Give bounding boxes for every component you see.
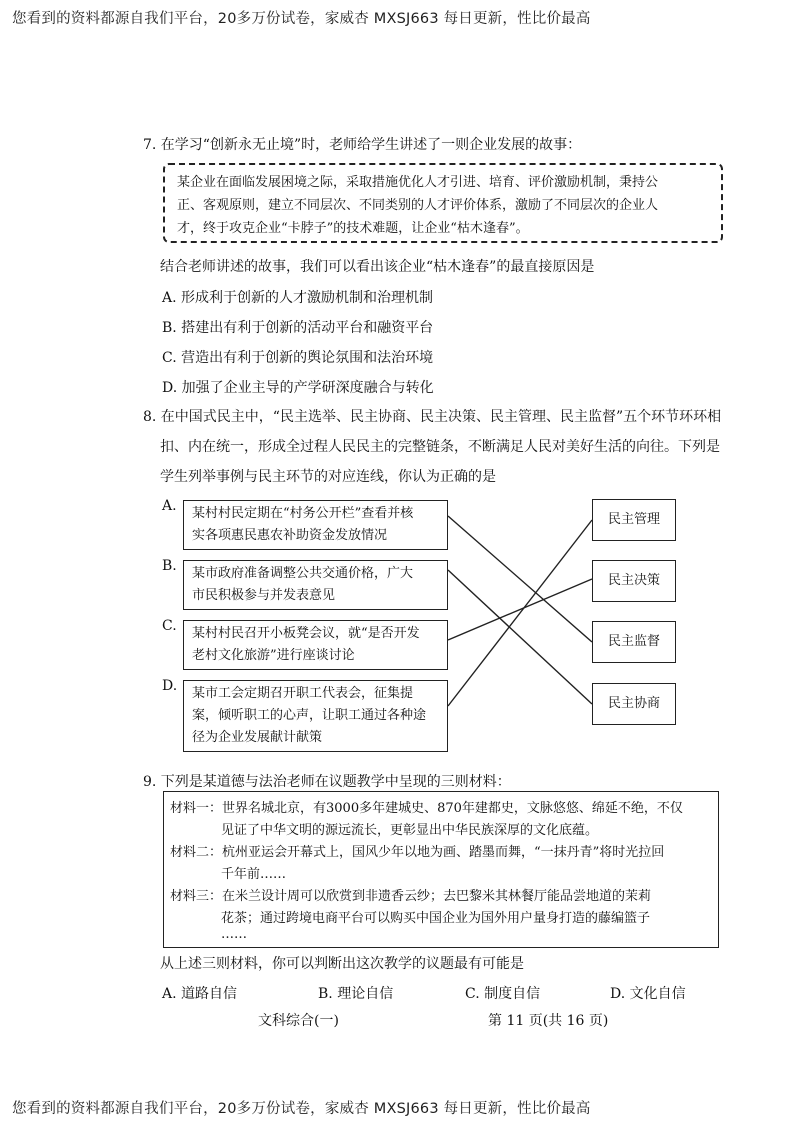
q7-option-a[interactable]: A. 形成利于创新的人才激励机制和治理机制 [162,290,434,306]
q8-case-c-line: 某村村民召开小板凳会议，就“是否开发 [192,626,420,641]
q9-stem: 9. 下列是某道德与法治老师在议题教学中呈现的三则材料： [143,774,511,790]
q8-link-management[interactable]: 民主管理 [592,499,676,541]
q7-option-b[interactable]: B. 搭建出有利于创新的活动平台和融资平台 [162,320,434,336]
q8-line-c [448,579,592,640]
q8-line-a [448,516,592,642]
q8-link-consultation[interactable]: 民主协商 [592,683,676,725]
q7-story-line: 某企业在面临发展困境之际，采取措施优化人才引进、培育、评价激励机制，秉持公 [177,175,659,190]
q7-stem: 7. 在学习“创新永无止境”时，老师给学生讲述了一则企业发展的故事： [143,137,582,153]
q9-material-2: 材料二：杭州亚运会开幕式上，国风少年以地为画、踏墨而舞，“一抹丹青”将时光拉回 [170,845,665,860]
q9-material-1: 材料一：世界名城北京，有3000多年建城史、870年建都史，文脉悠悠、绵延不绝，不仅 [170,801,683,816]
q9-question: 从上述三则材料，你可以判断出这次教学的议题最有可能是 [160,956,524,972]
q8-label-a[interactable]: A. [162,498,177,514]
top-banner: 您看到的资料都源自我们平台，20多万份试卷，家威杏 MXSJ663 每日更新，性比价最高 [12,11,591,27]
bottom-banner: 您看到的资料都源自我们平台，20多万份试卷，家威杏 MXSJ663 每日更新，性比价最高 [12,1101,591,1117]
q8-label-c[interactable]: C. [162,618,177,634]
q9-material-2: 千年前…… [221,867,287,882]
q8-line-d [448,520,592,706]
footer-subject: 文科综合(一) [258,1013,339,1029]
q8-label-d[interactable]: D. [162,678,178,694]
q9-material-3: 材料三：在米兰设计周可以欣赏到非遗香云纱；去巴黎米其林餐厅能品尝地道的茉莉 [170,889,652,904]
q8-case-c-line: 老村文化旅游”进行座谈讨论 [192,648,355,663]
q8-link-supervision[interactable]: 民主监督 [592,621,676,663]
q9-material-3: 花茶；通过跨境电商平台可以购买中国企业为国外用户量身打造的藤编篮子 [221,911,651,926]
q9-option-a[interactable]: A. 道路自信 [162,986,238,1002]
q8-label-b[interactable]: B. [162,558,177,574]
q8-stem-line: 学生列举事例与民主环节的对应连线，你认为正确的是 [160,469,496,485]
q8-case-a-line: 某村村民定期在“村务公开栏”查看并核 [192,506,414,521]
q8-case-d-line: 案，倾听职工的心声，让职工通过各种途 [192,708,427,723]
q9-material-3: …… [221,927,247,942]
footer-page-number: 第 11 页(共 16 页) [488,1013,609,1029]
q8-case-d-line: 径为企业发展献计献策 [192,730,323,745]
q9-material-1: 见证了中华文明的源远流长，更彰显出中华民族深厚的文化底蕴。 [221,823,599,838]
q8-stem-line: 8. 在中国式民主中，“民主选举、民主协商、民主决策、民主管理、民主监督”五个环节环环相 [143,409,722,425]
q7-story-line: 正、客观原则，建立不同层次、不同类别的人才评价体系，激励了不同层次的企业人 [177,198,659,213]
q8-link-decision[interactable]: 民主决策 [592,560,676,602]
q8-case-a-line: 实各项惠民惠农补助资金发放情况 [192,528,388,543]
q8-case-b-line: 市民积极参与并发表意见 [192,588,336,603]
q8-stem-line: 扣、内在统一，形成全过程人民民主的完整链条，不断满足人民对美好生活的向往。下列是 [160,439,720,455]
q9-option-b[interactable]: B. 理论自信 [318,986,394,1002]
q8-case-b-line: 某市政府准备调整公共交通价格，广大 [192,566,414,581]
q9-option-c[interactable]: C. 制度自信 [465,986,541,1002]
q9-option-d[interactable]: D. 文化自信 [610,986,686,1002]
q7-option-d[interactable]: D. 加强了企业主导的产学研深度融合与转化 [162,380,434,396]
q8-case-d-line: 某市工会定期召开职工代表会，征集提 [192,686,414,701]
q7-story-line: 才，终于攻克企业“卡脖子”的技术难题，让企业“枯木逢春”。 [177,221,529,236]
q7-option-c[interactable]: C. 营造出有利于创新的舆论氛围和法治环境 [162,350,434,366]
q8-line-b [448,570,592,704]
q7-question: 结合老师讲述的故事，我们可以看出该企业“枯木逢春”的最直接原因是 [160,259,595,275]
